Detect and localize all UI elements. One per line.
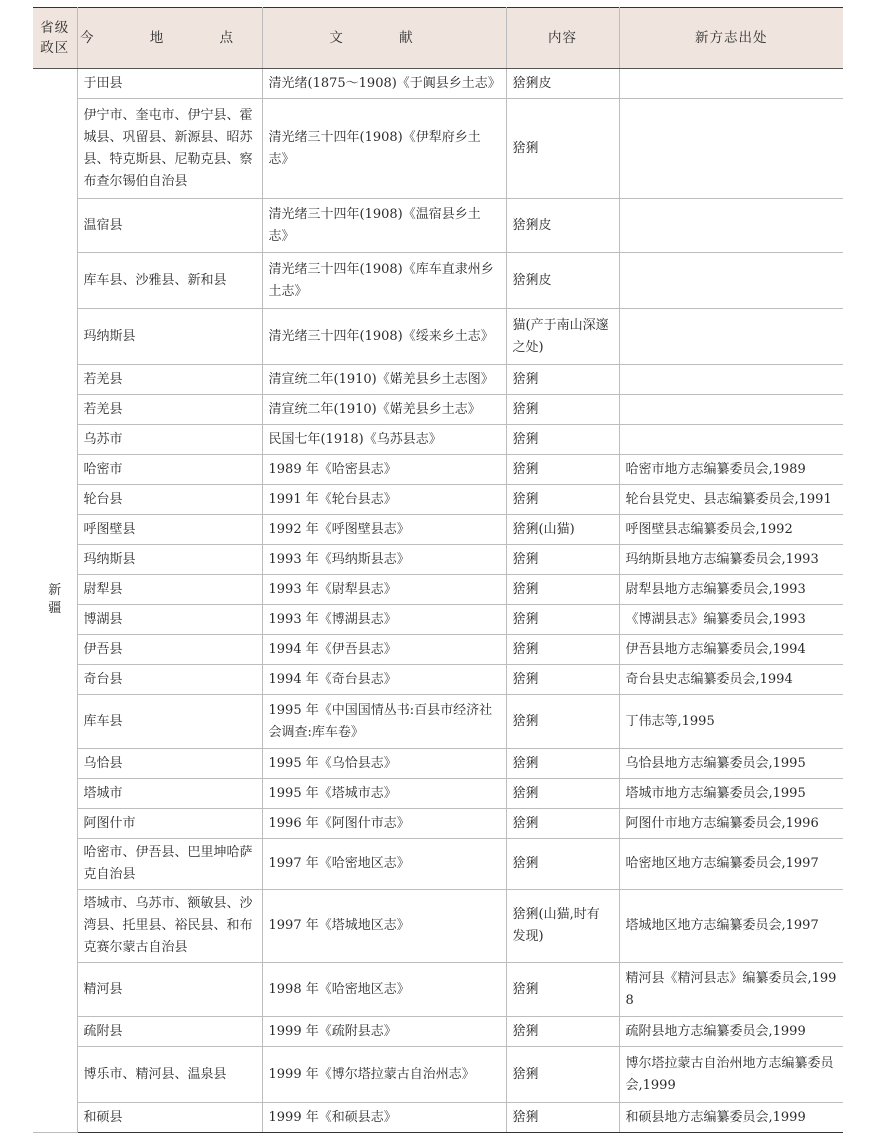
source-cell [619, 365, 843, 395]
header-source: 新方志出处 [619, 8, 843, 69]
content-cell: 猞猁 [506, 485, 619, 515]
table-row [33, 365, 843, 395]
document-cell: 1994 年《伊吾县志》 [262, 635, 506, 665]
source-cell: 《博湖县志》编纂委员会,1993 [619, 605, 843, 635]
place-cell: 奇台县 [77, 665, 262, 695]
source-cell: 玛纳斯县地方志编纂委员会,1993 [619, 545, 843, 575]
source-cell: 博尔塔拉蒙古自治州地方志编纂委员会,1999 [619, 1047, 843, 1103]
content-cell: 猞猁(山猫,时有发现) [506, 890, 619, 963]
document-cell: 清光绪三十四年(1908)《库车直隶州乡土志》 [262, 253, 506, 309]
place-cell: 库车县、沙雅县、新和县 [77, 253, 262, 309]
table-row [33, 605, 843, 635]
source-cell [619, 395, 843, 425]
table-row [33, 779, 843, 809]
table-row [33, 665, 843, 695]
header-content: 内容 [506, 8, 619, 69]
place-cell: 伊宁市、奎屯市、伊宁县、霍城县、巩留县、新源县、昭苏县、特克斯县、尼勒克县、察布查尔锡伯自治县 [77, 99, 262, 199]
document-cell: 民国七年(1918)《乌苏县志》 [262, 425, 506, 455]
place-cell: 乌恰县 [77, 749, 262, 779]
place-cell: 温宿县 [77, 199, 262, 253]
content-cell: 猫(产于南山深邃之处) [506, 309, 619, 365]
content-cell: 猞猁 [506, 749, 619, 779]
table-row [33, 395, 843, 425]
content-cell: 猞猁 [506, 1103, 619, 1133]
place-cell: 伊吾县 [77, 635, 262, 665]
table-row [33, 749, 843, 779]
source-cell: 哈密市地方志编纂委员会,1989 [619, 455, 843, 485]
content-cell: 猞猁 [506, 455, 619, 485]
province-cell [33, 69, 77, 1133]
province-label: 新疆 [48, 583, 62, 616]
content-cell: 猞猁 [506, 1017, 619, 1047]
table-row [33, 1103, 843, 1133]
place-cell: 尉犁县 [77, 575, 262, 605]
table-row [33, 199, 843, 253]
page [33, 7, 843, 1133]
place-cell: 塔城市 [77, 779, 262, 809]
content-cell: 猞猁皮 [506, 253, 619, 309]
source-cell: 疏附县地方志编纂委员会,1999 [619, 1017, 843, 1047]
table-body [33, 69, 843, 1133]
table-row [33, 545, 843, 575]
place-cell: 塔城市、乌苏市、额敏县、沙湾县、托里县、裕民县、和布克赛尔蒙古自治县 [77, 890, 262, 963]
document-cell: 清光绪三十四年(1908)《绥来乡土志》 [262, 309, 506, 365]
table-row [33, 515, 843, 545]
content-cell: 猞猁 [506, 575, 619, 605]
content-cell: 猞猁 [506, 545, 619, 575]
header-row [33, 8, 843, 69]
table-row [33, 425, 843, 455]
table-row [33, 575, 843, 605]
content-cell: 猞猁 [506, 635, 619, 665]
place-cell: 玛纳斯县 [77, 545, 262, 575]
content-cell: 猞猁 [506, 665, 619, 695]
document-cell: 1997 年《哈密地区志》 [262, 839, 506, 890]
place-cell: 疏附县 [77, 1017, 262, 1047]
place-cell: 精河县 [77, 963, 262, 1017]
table-row [33, 455, 843, 485]
table-row [33, 635, 843, 665]
records-table [33, 7, 843, 1133]
content-cell: 猞猁 [506, 1047, 619, 1103]
document-cell: 1997 年《塔城地区志》 [262, 890, 506, 963]
table-row [33, 309, 843, 365]
place-cell: 呼图壁县 [77, 515, 262, 545]
document-cell: 1999 年《疏附县志》 [262, 1017, 506, 1047]
source-cell [619, 69, 843, 99]
place-cell: 若羌县 [77, 395, 262, 425]
source-cell [619, 99, 843, 199]
table-row [33, 890, 843, 963]
content-cell: 猞猁 [506, 809, 619, 839]
document-cell: 1994 年《奇台县志》 [262, 665, 506, 695]
content-cell: 猞猁 [506, 365, 619, 395]
document-cell: 1991 年《轮台县志》 [262, 485, 506, 515]
document-cell: 1995 年《塔城市志》 [262, 779, 506, 809]
document-cell: 清光绪三十四年(1908)《伊犁府乡土志》 [262, 99, 506, 199]
source-cell: 阿图什市地方志编纂委员会,1996 [619, 809, 843, 839]
header-province: 省级政区 [33, 8, 77, 69]
document-cell: 1996 年《阿图什市志》 [262, 809, 506, 839]
document-cell: 1993 年《尉犁县志》 [262, 575, 506, 605]
place-cell: 博乐市、精河县、温泉县 [77, 1047, 262, 1103]
source-cell: 丁伟志等,1995 [619, 695, 843, 749]
source-cell [619, 199, 843, 253]
table-row [33, 253, 843, 309]
source-cell: 精河县《精河县志》编纂委员会,1998 [619, 963, 843, 1017]
table-row [33, 839, 843, 890]
source-cell: 哈密地区地方志编纂委员会,1997 [619, 839, 843, 890]
document-cell: 1998 年《哈密地区志》 [262, 963, 506, 1017]
document-cell: 清光绪(1875～1908)《于阗县乡土志》 [262, 69, 506, 99]
content-cell: 猞猁皮 [506, 69, 619, 99]
source-cell [619, 309, 843, 365]
content-cell: 猞猁 [506, 839, 619, 890]
header-place: 今 地 点 [77, 8, 262, 69]
place-cell: 若羌县 [77, 365, 262, 395]
content-cell: 猞猁 [506, 425, 619, 455]
place-cell: 哈密市 [77, 455, 262, 485]
place-cell: 轮台县 [77, 485, 262, 515]
content-cell: 猞猁 [506, 963, 619, 1017]
content-cell: 猞猁(山猫) [506, 515, 619, 545]
table-row [33, 485, 843, 515]
document-cell: 1999 年《和硕县志》 [262, 1103, 506, 1133]
source-cell: 伊吾县地方志编纂委员会,1994 [619, 635, 843, 665]
place-cell: 于田县 [77, 69, 262, 99]
source-cell [619, 253, 843, 309]
source-cell [619, 425, 843, 455]
source-cell: 塔城市地方志编纂委员会,1995 [619, 779, 843, 809]
content-cell: 猞猁 [506, 395, 619, 425]
document-cell: 1993 年《博湖县志》 [262, 605, 506, 635]
document-cell: 1989 年《哈密县志》 [262, 455, 506, 485]
place-cell: 库车县 [77, 695, 262, 749]
source-cell: 奇台县史志编纂委员会,1994 [619, 665, 843, 695]
source-cell: 轮台县党史、县志编纂委员会,1991 [619, 485, 843, 515]
place-cell: 和硕县 [77, 1103, 262, 1133]
document-cell: 1992 年《呼图壁县志》 [262, 515, 506, 545]
table-row [33, 69, 843, 99]
table-row [33, 695, 843, 749]
table-row [33, 963, 843, 1017]
place-cell: 玛纳斯县 [77, 309, 262, 365]
content-cell: 猞猁 [506, 695, 619, 749]
place-cell: 阿图什市 [77, 809, 262, 839]
source-cell: 尉犁县地方志编纂委员会,1993 [619, 575, 843, 605]
place-cell: 乌苏市 [77, 425, 262, 455]
document-cell: 1995 年《中国国情丛书:百县市经济社会调查:库车卷》 [262, 695, 506, 749]
document-cell: 清宣统二年(1910)《婼羌县乡土志》 [262, 395, 506, 425]
source-cell: 和硕县地方志编纂委员会,1999 [619, 1103, 843, 1133]
header-document: 文 献 [262, 8, 506, 69]
source-cell: 乌恰县地方志编纂委员会,1995 [619, 749, 843, 779]
table-header [33, 8, 843, 69]
source-cell: 塔城地区地方志编纂委员会,1997 [619, 890, 843, 963]
content-cell: 猞猁 [506, 779, 619, 809]
document-cell: 清光绪三十四年(1908)《温宿县乡土志》 [262, 199, 506, 253]
place-cell: 博湖县 [77, 605, 262, 635]
table-row [33, 99, 843, 199]
table-row [33, 1047, 843, 1103]
source-cell: 呼图壁县志编纂委员会,1992 [619, 515, 843, 545]
place-cell: 哈密市、伊吾县、巴里坤哈萨克自治县 [77, 839, 262, 890]
content-cell: 猞猁 [506, 605, 619, 635]
table-row [33, 809, 843, 839]
document-cell: 1999 年《博尔塔拉蒙古自治州志》 [262, 1047, 506, 1103]
document-cell: 1995 年《乌恰县志》 [262, 749, 506, 779]
document-cell: 清宣统二年(1910)《婼羌县乡土志图》 [262, 365, 506, 395]
content-cell: 猞猁 [506, 99, 619, 199]
document-cell: 1993 年《玛纳斯县志》 [262, 545, 506, 575]
content-cell: 猞猁皮 [506, 199, 619, 253]
table-row [33, 1017, 843, 1047]
